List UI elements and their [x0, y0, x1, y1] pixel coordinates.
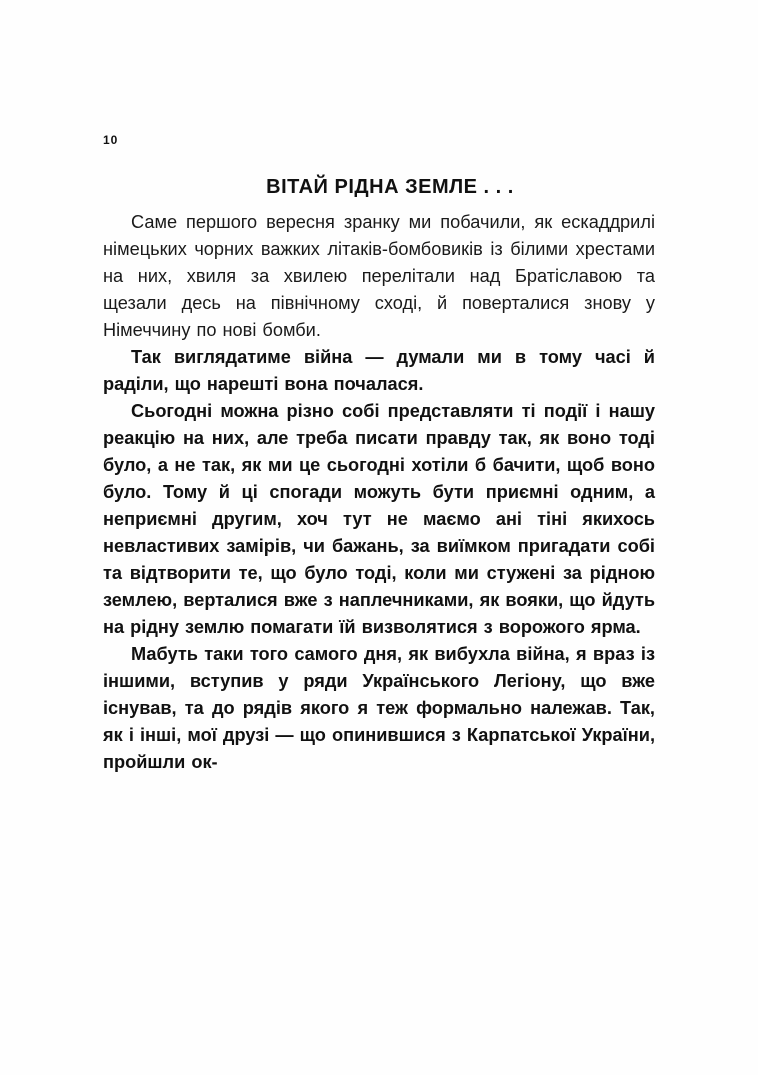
paragraph: Сьогодні можна різно собі представляти ті події і нашу реакцію на них, але треба писати правду так, як воно тоді було, а не так, як ми це сьогодні хотіли б бачити, щоб воно було. Тому й ці спогади можуть бути приємні одним, а неприємні другим, хоч тут не маємо ані тіні якихось невластивих замірів, чи бажань, за виїмком пригадати собі та відтворити те, що було тоді, коли ми стужені за рідною землею, верталися вже з наплечниками, як вояки, що йдуть на рідну землю помагати їй визволятися з ворожого ярма.: [103, 401, 655, 637]
page-number: 10: [103, 133, 119, 147]
paragraph: Так виглядатиме війна — думали ми в тому часі й раділи, що нарешті вона почалася.: [103, 347, 655, 394]
body-text: [103, 209, 655, 776]
paragraph: Саме першого вересня зранку ми побачили, як ескаддрилі німецьких чорних важких літаків-бомбовиків із білими хрестами на них, хвиля за хвилею перелітали над Братіславою та щезали десь на північному сході, й поверталися знову у Німеччину по нові бомби.: [103, 212, 655, 340]
paragraph: Мабуть таки того самого дня, як вибухла війна, я враз із іншими, вступив у ряди Українського Легіону, що вже існував, та до рядів якого я теж формально належав. Так, як і інші, мої друзі — що опинившися з Карпатської України, пройшли ок-: [103, 644, 655, 772]
chapter-title: ВІТАЙ РІДНА ЗЕМЛЕ . . .: [266, 176, 514, 198]
